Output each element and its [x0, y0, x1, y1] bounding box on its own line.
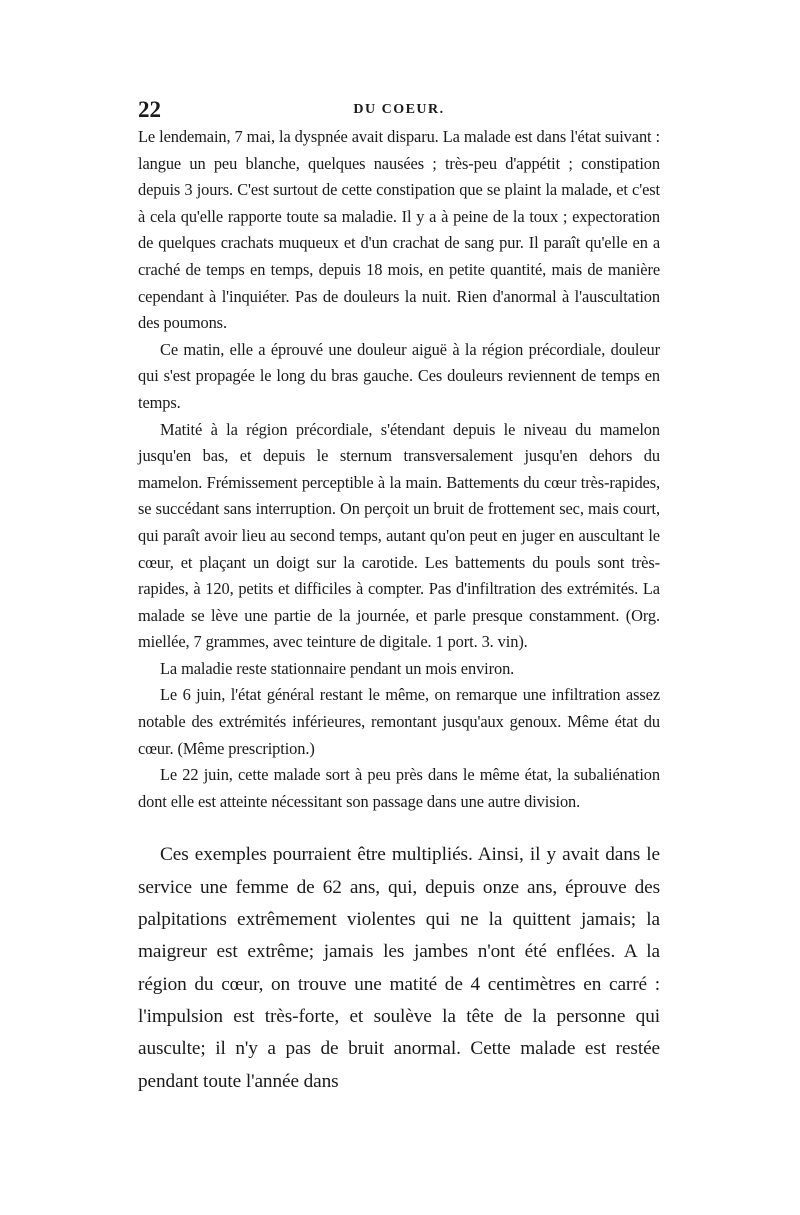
- paragraph: Ce matin, elle a éprouvé une douleur aiguë à la région précordiale, douleur qui s'est propagée le long du bras gauche. Ces douleurs reviennent de temps en temps.: [138, 339, 660, 412]
- paragraph: Ces exemples pourraient être multipliés. Ainsi, il y avait dans le service une femme de 62 ans, qui, depuis onze ans, éprouve des palpitations extrêmement violentes qui ne la quittent jamais; la maigreur est extrême; jamais les jambes n'ont été enflées. A la région du cœur, on trouve une matité de 4 centimètres en carré : l'impulsion est très-forte, et soulève la tête de la personne qui ausculte; il n'y a pas de bruit anormal. Cette malade est restée pendant toute l'année dans: [138, 844, 660, 1092]
- page-number: 22: [138, 97, 161, 122]
- paragraph: Le lendemain, 7 mai, la dyspnée avait disparu. La malade est dans l'état suivant : langue un peu blanche, quelques nausées ; très-peu d'appétit ; constipation depuis 3 jours. C'est surtout de cette constipation que se plaint la malade, et c'est à cela qu'elle rapporte toute sa maladie. Il y a à peine de la toux ; expectoration de quelques crachats muqueux et d'un crachat de sang pur. Il paraît qu'elle en a craché de temps en temps, depuis 18 mois, en petite quantité, mais de manière cependant à l'inquiéter. Pas de douleurs la nuit. Rien d'anormal à l'auscultation des poumons.: [138, 127, 660, 333]
- paragraph: Matité à la région précordiale, s'étendant depuis le niveau du mamelon jusqu'en bas, et depuis le sternum transversalement jusqu'en dehors du mamelon. Frémissement perceptible à la main. Battements du cœur très-rapides, se succédant sans interruption. On perçoit un bruit de frottement sec, mais court, qui paraît avoir lieu au second temps, autant qu'on peut en juger en auscultant le cœur, et plaçant un doigt sur la carotide. Les battements du pouls sont très-rapides, à 120, petits et difficiles à compter. Pas d'infiltration des extrémités. La malade se lève une partie de la journée, et parle presque constamment. (Org. miellée, 7 grammes, avec teinture de digitale. 1 port. 3. vin).: [138, 419, 660, 652]
- running-head: [138, 95, 660, 125]
- paragraph: Le 6 juin, l'état général restant le même, on remarque une infiltration assez notable des extrémités inférieures, remontant jusqu'aux genoux. Même état du cœur. (Même prescription.): [138, 685, 660, 758]
- body-text: [138, 124, 660, 1098]
- paragraph: La maladie reste stationnaire pendant un mois environ.: [160, 658, 515, 678]
- paragraph: Le 22 juin, cette malade sort à peu près dans le même état, la subaliénation dont elle est atteinte nécessitant son passage dans une autre division.: [138, 765, 660, 811]
- running-title: DU COEUR.: [353, 102, 445, 117]
